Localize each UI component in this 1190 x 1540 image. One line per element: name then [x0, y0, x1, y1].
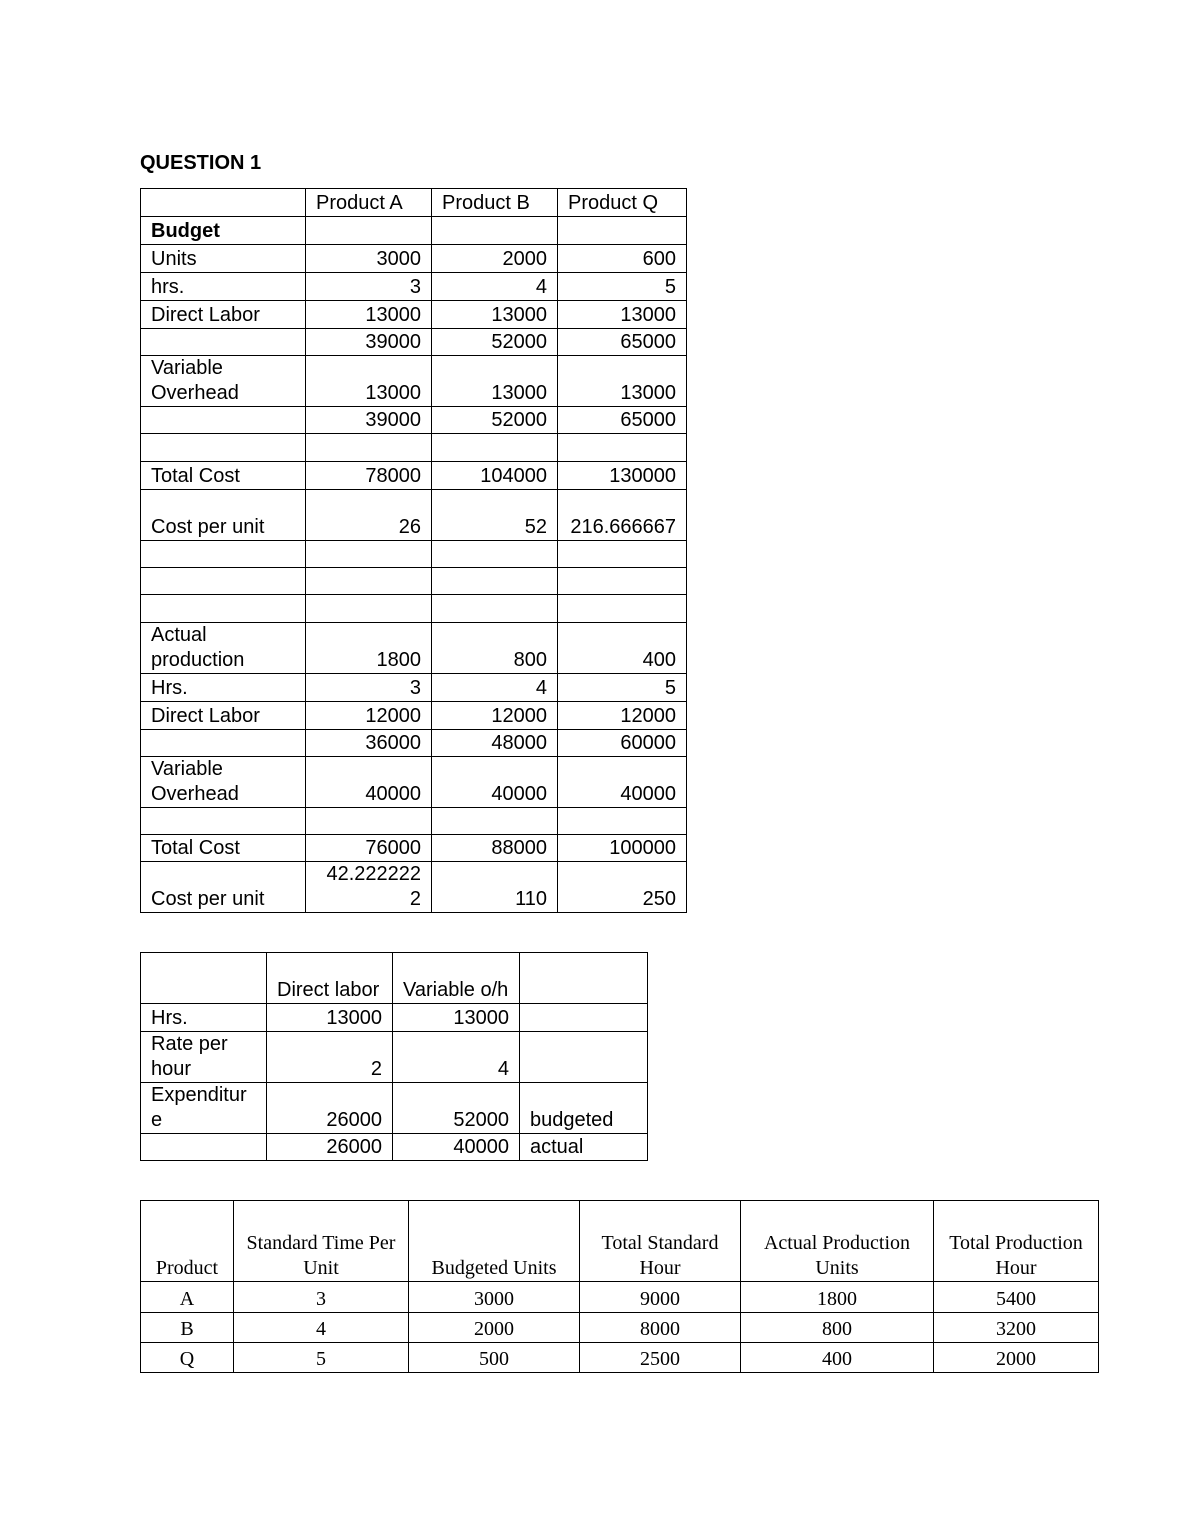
table-row [141, 1282, 1099, 1313]
table-cell: 52 [432, 490, 558, 541]
table-cell: 9000 [580, 1282, 741, 1313]
table-cell: 26000 [267, 1083, 393, 1134]
table-cell: budgeted [520, 1083, 648, 1134]
table-cell: 13000 [558, 356, 687, 407]
table-row [141, 245, 687, 273]
table-header-row [141, 189, 687, 217]
row-label: Total Cost [141, 462, 306, 490]
table-cell: 2 [267, 1032, 393, 1083]
table-cell: 3000 [306, 245, 432, 273]
table-cell [558, 595, 687, 623]
table-cell: 5400 [934, 1282, 1099, 1313]
table-cell: 4 [432, 674, 558, 702]
table-cell [520, 1032, 648, 1083]
table-cell: 5 [234, 1343, 409, 1373]
table-header-row [141, 1201, 1099, 1282]
row-label: hrs. [141, 273, 306, 301]
table-row [141, 1313, 1099, 1343]
row-label: Cost per unit [141, 862, 306, 913]
table-row [141, 356, 687, 407]
table-cell: 400 [558, 623, 687, 674]
table-row [141, 1032, 648, 1083]
page-title: QUESTION 1 [140, 152, 262, 174]
row-label [141, 568, 306, 595]
table-cell: 3 [306, 674, 432, 702]
table-cell: 60000 [558, 730, 687, 757]
table-cell [306, 217, 432, 245]
table-cell [520, 1004, 648, 1032]
table-cell [432, 808, 558, 835]
table-cell: A [141, 1282, 234, 1313]
table-cell: 42.2222222 [306, 862, 432, 913]
table-cell [306, 568, 432, 595]
table-cell [558, 568, 687, 595]
production-hours-table [140, 1200, 1099, 1373]
table-cell: 13000 [393, 1004, 520, 1032]
header-cell: Actual Production Units [741, 1201, 934, 1282]
table-row [141, 407, 687, 434]
table-cell: 100000 [558, 835, 687, 862]
table-cell: 8000 [580, 1313, 741, 1343]
row-label [141, 1134, 267, 1161]
table-cell: 52000 [432, 407, 558, 434]
header-cell: Product B [432, 189, 558, 217]
table-cell: 5 [558, 273, 687, 301]
row-label: Total Cost [141, 835, 306, 862]
header-cell [520, 953, 648, 1004]
table-cell: 13000 [558, 301, 687, 329]
table-cell: 4 [234, 1313, 409, 1343]
row-label [141, 808, 306, 835]
row-label: Budget [141, 217, 306, 245]
row-label [141, 434, 306, 462]
table-cell [558, 541, 687, 568]
table-cell [432, 217, 558, 245]
table-cell: 78000 [306, 462, 432, 490]
table-row [141, 595, 687, 623]
table-row [141, 862, 687, 913]
table-cell: 76000 [306, 835, 432, 862]
table-cell: 26000 [267, 1134, 393, 1161]
table-cell [306, 595, 432, 623]
table-row [141, 1343, 1099, 1373]
table-cell [558, 808, 687, 835]
table-cell: 1800 [306, 623, 432, 674]
table-cell: 40000 [393, 1134, 520, 1161]
table-cell: 130000 [558, 462, 687, 490]
header-cell [141, 189, 306, 217]
table-cell: 13000 [306, 301, 432, 329]
row-label: Hrs. [141, 674, 306, 702]
row-label: Cost per unit [141, 490, 306, 541]
table-cell: 1800 [741, 1282, 934, 1313]
header-cell: Total Standard Hour [580, 1201, 741, 1282]
table-cell: 104000 [432, 462, 558, 490]
row-label: Units [141, 245, 306, 273]
table-cell [432, 568, 558, 595]
table-cell [432, 434, 558, 462]
table-row [141, 329, 687, 356]
table-row [141, 1083, 648, 1134]
table-cell: B [141, 1313, 234, 1343]
table-cell: 2000 [432, 245, 558, 273]
table-row [141, 730, 687, 757]
table-cell: 39000 [306, 407, 432, 434]
table-cell: Q [141, 1343, 234, 1373]
table-cell: 2500 [580, 1343, 741, 1373]
table-cell [558, 217, 687, 245]
table-cell [558, 434, 687, 462]
table-cell: 2000 [409, 1313, 580, 1343]
table-row [141, 217, 687, 245]
table-cell: 2000 [934, 1343, 1099, 1373]
table-cell: 12000 [432, 702, 558, 730]
table-cell: 3 [306, 273, 432, 301]
table-cell: actual [520, 1134, 648, 1161]
table-cell: 26 [306, 490, 432, 541]
row-label: Hrs. [141, 1004, 267, 1032]
table-cell: 800 [741, 1313, 934, 1343]
table-cell: 52000 [432, 329, 558, 356]
table-cell: 500 [409, 1343, 580, 1373]
table-row [141, 757, 687, 808]
table-cell [432, 595, 558, 623]
table-cell: 5 [558, 674, 687, 702]
row-label: Variable Overhead [141, 757, 306, 808]
table-cell: 216.666667 [558, 490, 687, 541]
table-cell: 13000 [306, 356, 432, 407]
table-cell: 52000 [393, 1083, 520, 1134]
table-cell [306, 434, 432, 462]
header-cell: Total Production Hour [934, 1201, 1099, 1282]
table-cell: 4 [432, 273, 558, 301]
table-cell: 40000 [432, 757, 558, 808]
table-row [141, 1134, 648, 1161]
header-cell: Product [141, 1201, 234, 1282]
table-cell: 13000 [432, 301, 558, 329]
header-cell: Product A [306, 189, 432, 217]
table-row [141, 808, 687, 835]
table-cell [432, 541, 558, 568]
table-cell: 12000 [306, 702, 432, 730]
cost-budget-table [140, 188, 687, 913]
table-cell: 40000 [306, 757, 432, 808]
table-row [141, 623, 687, 674]
table-cell: 13000 [267, 1004, 393, 1032]
rate-expenditure-table [140, 952, 648, 1161]
table-cell: 250 [558, 862, 687, 913]
table-cell: 48000 [432, 730, 558, 757]
table-cell: 3000 [409, 1282, 580, 1313]
table-row [141, 490, 687, 541]
row-label [141, 541, 306, 568]
table-cell: 800 [432, 623, 558, 674]
row-label: Direct Labor [141, 301, 306, 329]
table-cell: 110 [432, 862, 558, 913]
row-label: Actual production [141, 623, 306, 674]
row-label [141, 407, 306, 434]
table-row [141, 301, 687, 329]
table-cell [306, 808, 432, 835]
table-cell: 65000 [558, 407, 687, 434]
header-cell: Product Q [558, 189, 687, 217]
table-cell: 36000 [306, 730, 432, 757]
header-cell: Variable o/h [393, 953, 520, 1004]
table-row [141, 434, 687, 462]
row-label: Direct Labor [141, 702, 306, 730]
table-cell [306, 541, 432, 568]
table-cell: 600 [558, 245, 687, 273]
row-label [141, 329, 306, 356]
row-label: Expenditure [141, 1083, 267, 1134]
table-cell: 3200 [934, 1313, 1099, 1343]
header-cell: Standard Time Per Unit [234, 1201, 409, 1282]
table-row [141, 273, 687, 301]
header-cell: Budgeted Units [409, 1201, 580, 1282]
table-row [141, 674, 687, 702]
row-label [141, 595, 306, 623]
table-row [141, 541, 687, 568]
row-label [141, 730, 306, 757]
row-label: Rate per hour [141, 1032, 267, 1083]
table-row [141, 462, 687, 490]
table-cell: 13000 [432, 356, 558, 407]
table-row [141, 1004, 648, 1032]
table-cell: 3 [234, 1282, 409, 1313]
table-header-row [141, 953, 648, 1004]
table-row [141, 835, 687, 862]
header-cell [141, 953, 267, 1004]
table-cell: 88000 [432, 835, 558, 862]
header-cell: Direct labor [267, 953, 393, 1004]
table-row [141, 702, 687, 730]
row-label: Variable Overhead [141, 356, 306, 407]
table-row [141, 568, 687, 595]
table-cell: 65000 [558, 329, 687, 356]
table-cell: 40000 [558, 757, 687, 808]
table-cell: 4 [393, 1032, 520, 1083]
table-cell: 400 [741, 1343, 934, 1373]
table-cell: 12000 [558, 702, 687, 730]
table-cell: 39000 [306, 329, 432, 356]
